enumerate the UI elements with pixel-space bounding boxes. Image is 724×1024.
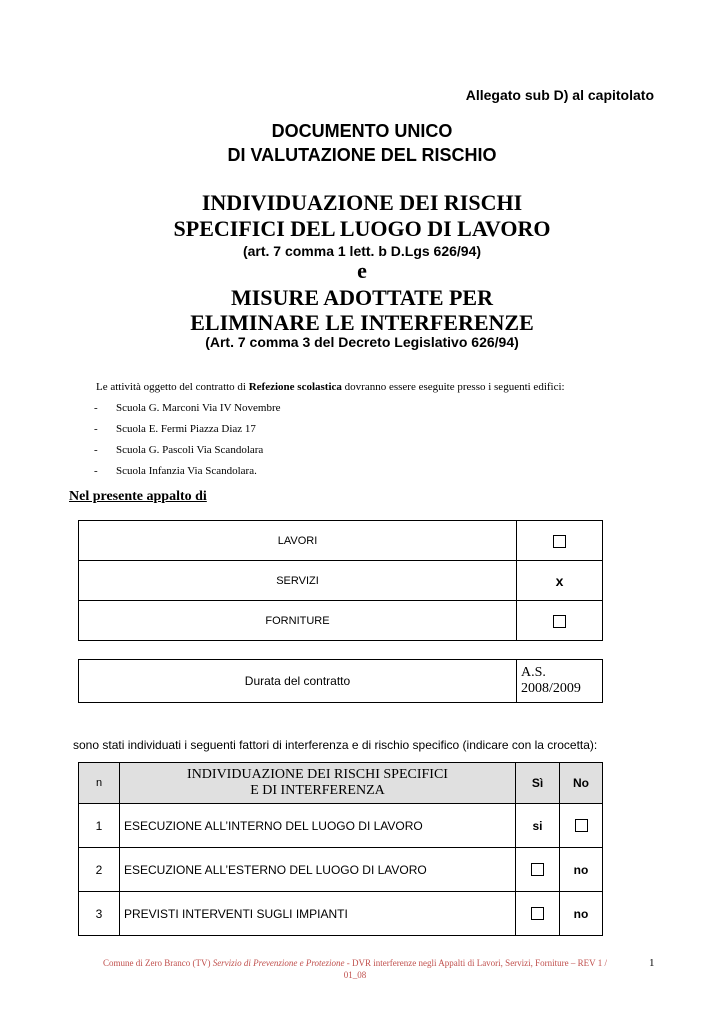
footer-italic: Servizio di Prevenzione e Protezione xyxy=(212,958,345,968)
risk-label: ESECUZIONE ALL’ESTERNO DEL LUOGO DI LAVORO xyxy=(120,848,516,892)
list-dash: - xyxy=(94,423,98,435)
appalto-mark-cell[interactable] xyxy=(517,601,603,641)
col-title-header xyxy=(120,763,516,804)
table-row xyxy=(79,601,603,641)
section1-title-line2: SPECIFICI DEL LUOGO DI LAVORO xyxy=(173,216,551,241)
col-no-header: No xyxy=(560,763,603,804)
appalto-table xyxy=(78,520,603,641)
intro-before: Le attività oggetto del contratto di xyxy=(96,381,249,393)
doc-title-line2: DI VALUTAZIONE DEL RISCHIO xyxy=(227,145,497,165)
footer-line2: 01_08 xyxy=(343,970,367,980)
footer-text xyxy=(70,957,640,981)
list-dash: - xyxy=(94,465,98,477)
title-conjunction: e xyxy=(357,258,367,283)
checkbox[interactable] xyxy=(575,819,588,832)
risk-label: ESECUZIONE ALL’INTERNO DEL LUOGO DI LAVORO xyxy=(120,804,516,848)
doc-title-line1: DOCUMENTO UNICO xyxy=(271,121,453,141)
attachment-label: Allegato sub D) al capitolato xyxy=(465,87,654,103)
table-row xyxy=(79,804,603,848)
appalto-mark-cell[interactable]: x xyxy=(517,561,603,601)
school-name: Scuola Infanzia Via Scandolara. xyxy=(116,465,257,477)
checkbox[interactable] xyxy=(531,907,544,920)
col-title-line2: E DI INTERFERENZA xyxy=(250,783,385,798)
appalto-mark-cell[interactable] xyxy=(517,521,603,561)
page-number: 1 xyxy=(649,957,655,969)
duration-value xyxy=(517,660,603,703)
risk-no[interactable]: no xyxy=(560,892,603,936)
school-name: Scuola G. Pascoli Via Scandolara xyxy=(116,444,264,456)
risk-si[interactable]: si xyxy=(516,804,560,848)
school-name: Scuola G. Marconi Via IV Novembre xyxy=(116,402,281,414)
table-row xyxy=(79,521,603,561)
section2-reference: (Art. 7 comma 3 del Decreto Legislativo 626/94) xyxy=(205,334,519,350)
risk-n: 3 xyxy=(79,892,120,936)
duration-value-line2: 2008/2009 xyxy=(521,681,581,696)
intro-service: Refezione scolastica xyxy=(248,381,342,393)
risk-table xyxy=(78,762,603,936)
list-item xyxy=(94,423,281,444)
school-list xyxy=(94,402,281,486)
footer-suffix: - DVR interferenze negli Appalti di Lavori, Servizi, Forniture – REV 1 / xyxy=(344,958,608,968)
checkbox[interactable] xyxy=(531,863,544,876)
intro-sentence xyxy=(96,381,565,393)
risk-label: PREVISTI INTERVENTI SUGLI IMPIANTI xyxy=(120,892,516,936)
list-item xyxy=(94,465,281,486)
section1-reference: (art. 7 comma 1 lett. b D.Lgs 626/94) xyxy=(242,243,482,259)
appalto-label-cell: SERVIZI xyxy=(79,561,517,601)
section2-title-line1: MISURE ADOTTATE PER xyxy=(230,285,493,310)
checkbox[interactable] xyxy=(553,535,566,548)
col-title-line1: INDIVIDUAZIONE DEI RISCHI SPECIFICI xyxy=(187,767,448,782)
list-dash: - xyxy=(94,444,98,456)
table-header-row xyxy=(79,763,603,804)
risk-si[interactable] xyxy=(516,892,560,936)
section2-title-line2: ELIMINARE LE INTERFERENZE xyxy=(190,310,534,335)
risk-n: 1 xyxy=(79,804,120,848)
intro-after: dovranno essere eseguite presso i seguenti edifici: xyxy=(341,381,565,393)
appalto-label-cell: LAVORI xyxy=(79,521,517,561)
list-item xyxy=(94,402,281,423)
checkbox[interactable] xyxy=(553,615,566,628)
table-row xyxy=(79,848,603,892)
duration-label: Durata del contratto xyxy=(79,660,517,703)
risk-no[interactable] xyxy=(560,804,603,848)
table-row xyxy=(79,892,603,936)
duration-table xyxy=(78,659,603,703)
appalto-label-cell: FORNITURE xyxy=(79,601,517,641)
factors-intro: sono stati individuati i seguenti fattori di interferenza e di rischio specifico (indicare con la crocetta): xyxy=(73,738,598,752)
duration-value-line1: A.S. xyxy=(521,665,546,680)
risk-n: 2 xyxy=(79,848,120,892)
col-si-header: Sì xyxy=(516,763,560,804)
school-name: Scuola E. Fermi Piazza Diaz 17 xyxy=(116,423,256,435)
appalto-heading: Nel presente appalto di xyxy=(69,489,207,504)
table-row xyxy=(79,660,603,703)
footer-prefix: Comune di Zero Branco (TV) xyxy=(102,958,213,968)
list-item xyxy=(94,444,281,465)
col-n-header: n xyxy=(79,763,120,804)
section1-title-line1: INDIVIDUAZIONE DEI RISCHI xyxy=(201,190,523,215)
risk-no[interactable]: no xyxy=(560,848,603,892)
risk-si[interactable] xyxy=(516,848,560,892)
table-row xyxy=(79,561,603,601)
list-dash: - xyxy=(94,402,98,414)
